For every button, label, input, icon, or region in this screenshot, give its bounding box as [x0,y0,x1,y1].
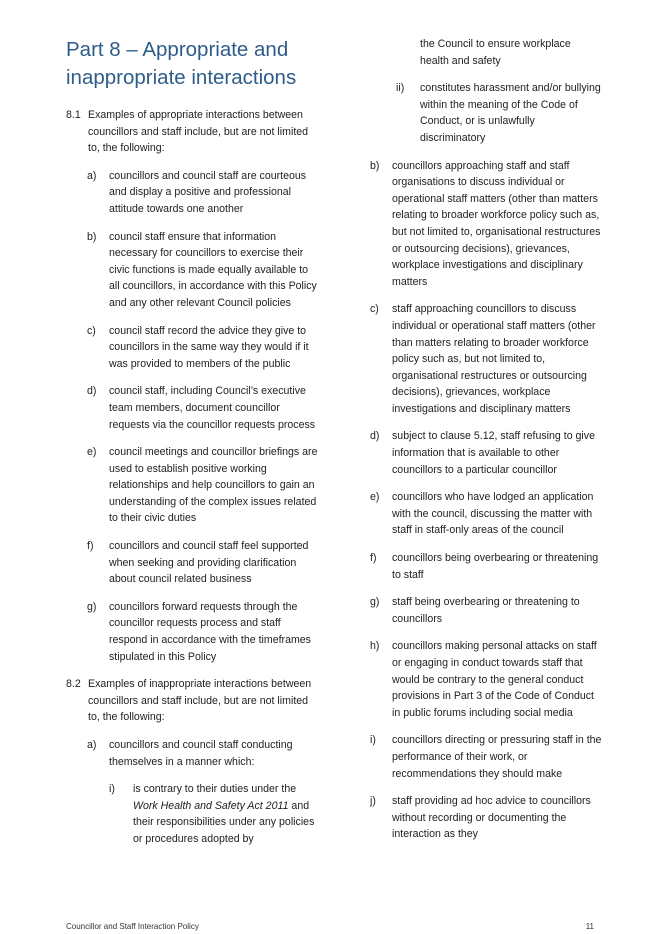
list-item [66,538,318,588]
clause-8-2 [66,676,318,726]
item-text: councillors and council staff feel supported when seeking and providing clarification about council related business [109,540,309,586]
list-item [66,383,318,433]
list-item [66,737,318,770]
item-text: councillors forward requests through the councillor requests process and staff respond in accordance with the timeframes stipulated in this Policy [109,600,311,663]
item-label: g) [370,596,380,609]
act-name: Work Health and Safety Act 2011 [133,799,289,812]
item-text: council meetings and councillor briefings are used to establish positive working relationships and help councillors to gain an understanding of the complex issues related to their civic duties [109,446,318,525]
sub-item [66,781,318,847]
list-item [370,793,602,843]
item-text: staff being overbearing or threatening to councillors [392,596,580,625]
list-item [370,158,602,291]
item-text: councillors approaching staff and staff organisations to discuss individual or operational staff matters (other than matters relating to broader workforce policy such as, but not limited to, organisational restructures or outsourcing decisions), grievances, workplace investigations and disciplinary matters [392,159,601,288]
item-label: b) [370,159,380,172]
item-text: council staff, including Council’s executive team members, document councillor requests via the councillor requests process [109,385,316,431]
item-label: e) [370,491,380,504]
item-label: g) [87,600,97,613]
item-text: council staff record the advice they give to councillors in the same way they would if it was provided to members of the public [109,324,309,370]
item-text: council staff ensure that information necessary for councillors to exercise their civic functions is made equally available to all councillors, in accordance with this Policy and any other relevant Council policies [109,230,317,309]
list-item [370,301,602,417]
item-text: councillors and council staff are courteous and display a positive and professional attitude towards one another [109,169,307,215]
item-label: j) [370,795,376,808]
clause-8-1 [66,107,318,157]
sub-item-text: constitutes harassment and/or bullying within the meaning of the Code of Conduct, or is unlawfully discriminatory [420,82,601,144]
item-text: councillors being overbearing or threatening to staff [392,552,599,581]
list-item [370,594,602,627]
left-column [66,107,318,848]
list-item [370,550,602,583]
item-label: h) [370,640,380,653]
list-item [66,168,318,218]
sub-item-label: ii) [396,82,405,95]
item-label: b) [87,230,97,243]
item-label: d) [370,430,380,443]
item-label: c) [87,324,96,337]
item-label: i) [370,734,376,747]
item-label: e) [87,446,97,459]
sub-item [370,80,602,146]
list-item [370,489,602,539]
list-item [370,638,602,721]
item-label: a) [87,739,97,751]
item-label: d) [87,385,97,398]
clause-intro: Examples of inappropriate interactions between councillors and staff include, but are not limited to, the following: [88,678,312,724]
list-item [66,599,318,665]
item-text: subject to clause 5.12, staff refusing to give information that is available to other councillors to a particular councillor [392,430,595,476]
item-text: councillors who have lodged an application with the council, discussing the matter with staff in staff-only areas of the council [392,491,594,537]
item-text: councillors directing or pressuring staff in the performance of their work, or recommendations they should make [392,734,602,780]
footer-page-number: 11 [585,922,594,931]
list-item [66,323,318,373]
sub-item-label: i) [109,783,115,796]
item-label: c) [370,303,379,316]
item-text: councillors and council staff conducting themselves in a manner which: [109,739,293,768]
item-text: staff approaching councillors to discuss individual or operational staff matters (other than matters relating to broader workforce policy such as, but not limited to, organisational restructures or outsourcing decisions), grievances, workplace investigations and disciplinary matters [392,303,596,415]
item-label: f) [370,552,377,565]
list-item [66,229,318,312]
right-column [370,36,602,854]
list-item [66,444,318,527]
sub-item-text [133,781,318,847]
item-text: councillors making personal attacks on staff or engaging in conduct towards staff that would be contrary to the general conduct provisions in Part 3 of the Code of Conduct in public forums including social media [392,640,597,719]
sub-item-text-before: is contrary to their duties under the [133,783,297,796]
item-label: a) [87,169,97,182]
list-item [370,428,602,478]
footer-document-name: Councillor and Staff Interaction Policy [66,922,199,931]
item-label: f) [87,540,94,553]
clause-intro: Examples of appropriate interactions between councillors and staff include, but are not limited to, the following: [88,109,309,155]
list-item [370,732,602,782]
page-title: Part 8 – Appropriate and inappropriate interactions [66,38,297,89]
item-text: staff providing ad hoc advice to councillors without recording or documenting the interaction as they [392,795,591,841]
clause-number: 8.2 [66,678,81,691]
clause-number: 8.1 [66,109,81,121]
sub-item-text-after: and their responsibilities under any policies or procedures adopted by [133,799,315,845]
sub-item-continuation: the Council to ensure workplace health and safety [420,38,571,67]
